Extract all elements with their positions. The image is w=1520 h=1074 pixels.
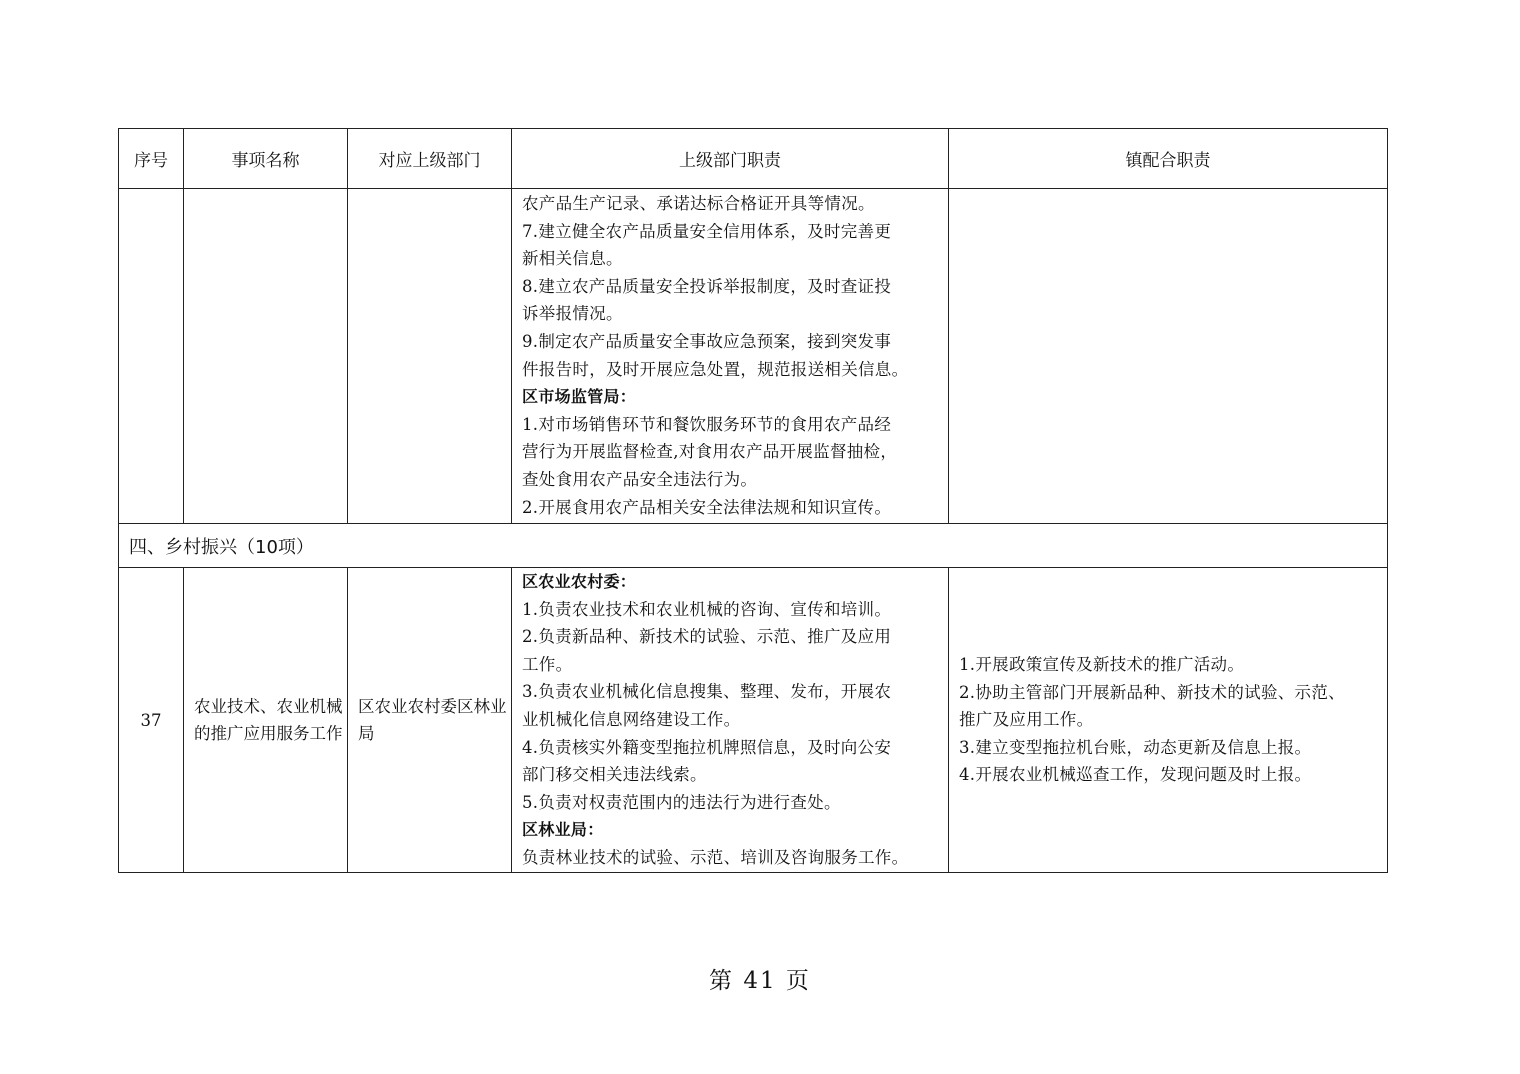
cell-upper-dept (348, 568, 512, 873)
duty-table (118, 128, 1388, 873)
text-line: 3.负责农业机械化信息搜集、整理、发布，开展农 (522, 682, 892, 702)
text-line: 区林业局 (358, 696, 507, 743)
text-line: 5.负责对权责范围内的违法行为进行查处。 (522, 792, 841, 812)
text-line: 2.负责新品种、新技术的试验、示范、推广及应用 (522, 627, 892, 647)
section-title: 四、乡村振兴（10项） (119, 524, 1388, 568)
header-town-duty: 镇配合职责 (949, 129, 1388, 189)
text-line: 2.协助主管部门开展新品种、新技术的试验、示范、 (959, 682, 1345, 702)
text-line: 推广及应用工作。 (959, 710, 1094, 730)
text-line: 4.开展农业机械巡查工作，发现问题及时上报。 (959, 765, 1312, 785)
cell-seq: 37 (119, 568, 184, 873)
text-line: 工作。 (522, 654, 573, 674)
text-line: 7.建立健全农产品质量安全信用体系，及时完善更 (522, 221, 892, 241)
cell-item-name (184, 568, 348, 873)
text-line: 3.建立变型拖拉机台账，动态更新及信息上报。 (959, 737, 1312, 757)
table-row-continued (119, 189, 1388, 524)
upper-duty-text (512, 568, 948, 872)
text-line: 农产品生产记录、承诺达标合格证开具等情况。 (522, 194, 875, 213)
text-line: 营行为开展监督检查,对食用农产品开展监督抽检， (522, 442, 898, 462)
item-name-text (184, 693, 347, 748)
page-number: 第 41 页 (709, 968, 811, 994)
upper-dept-text (348, 693, 511, 748)
cell-dept-empty (348, 189, 512, 524)
text-line: 负责林业技术的试验、示范、培训及咨询服务工作。 (522, 847, 909, 867)
text-line: 1.负责农业技术和农业机械的咨询、宣传和培训。 (522, 599, 892, 619)
table-header-row (119, 129, 1388, 189)
cell-item-empty (184, 189, 348, 524)
text-line: 9.制定农产品质量安全事故应急预案，接到突发事 (522, 331, 892, 351)
dept-heading: 区市场监管局： (522, 387, 637, 407)
text-line: 农业技术、农业机 (194, 696, 326, 716)
text-line: 4.负责核实外籍变型拖拉机牌照信息，及时向公安 (522, 737, 892, 757)
text-line: 业机械化信息网络建设工作。 (522, 709, 741, 729)
text-line: 查处食用农产品安全违法行为。 (522, 469, 758, 489)
dept-heading: 区林业局： (522, 820, 604, 840)
cell-town-duty (949, 568, 1388, 873)
text-line: 2.开展食用农产品相关安全法律法规和知识宣传。 (522, 497, 892, 517)
cell-seq-empty (119, 189, 184, 524)
text-line: 1.对市场销售环节和餐饮服务环节的食用农产品经 (522, 414, 892, 434)
text-line: 新相关信息。 (522, 249, 623, 269)
text-line: 件报告时，及时开展应急处置，规范报送相关信息。 (522, 359, 909, 379)
text-line: 务工作 (293, 724, 343, 743)
text-line: 8.建立农产品质量安全投诉举报制度，及时查证投 (522, 276, 892, 296)
text-line: 械的推广应用服 (194, 696, 343, 743)
dept-heading: 区农业农村委： (522, 572, 637, 591)
header-upper-dept: 对应上级部门 (348, 129, 512, 189)
upper-duty-text (512, 189, 948, 521)
section-row (119, 524, 1388, 568)
text-line: 区农业农村委 (358, 696, 457, 716)
cell-upper-duty (512, 568, 949, 873)
text-line: 诉举报情况。 (522, 304, 623, 324)
header-upper-duty: 上级部门职责 (512, 129, 949, 189)
text-line: 部门移交相关违法线索。 (522, 765, 707, 785)
cell-upper-duty-continued (512, 189, 949, 524)
text-line: 1.开展政策宣传及新技术的推广活动。 (959, 655, 1245, 675)
header-item-name: 事项名称 (184, 129, 348, 189)
town-duty-text (949, 651, 1387, 789)
header-seq: 序号 (119, 129, 184, 189)
cell-town-duty-empty (949, 189, 1388, 524)
table-row (119, 568, 1388, 873)
